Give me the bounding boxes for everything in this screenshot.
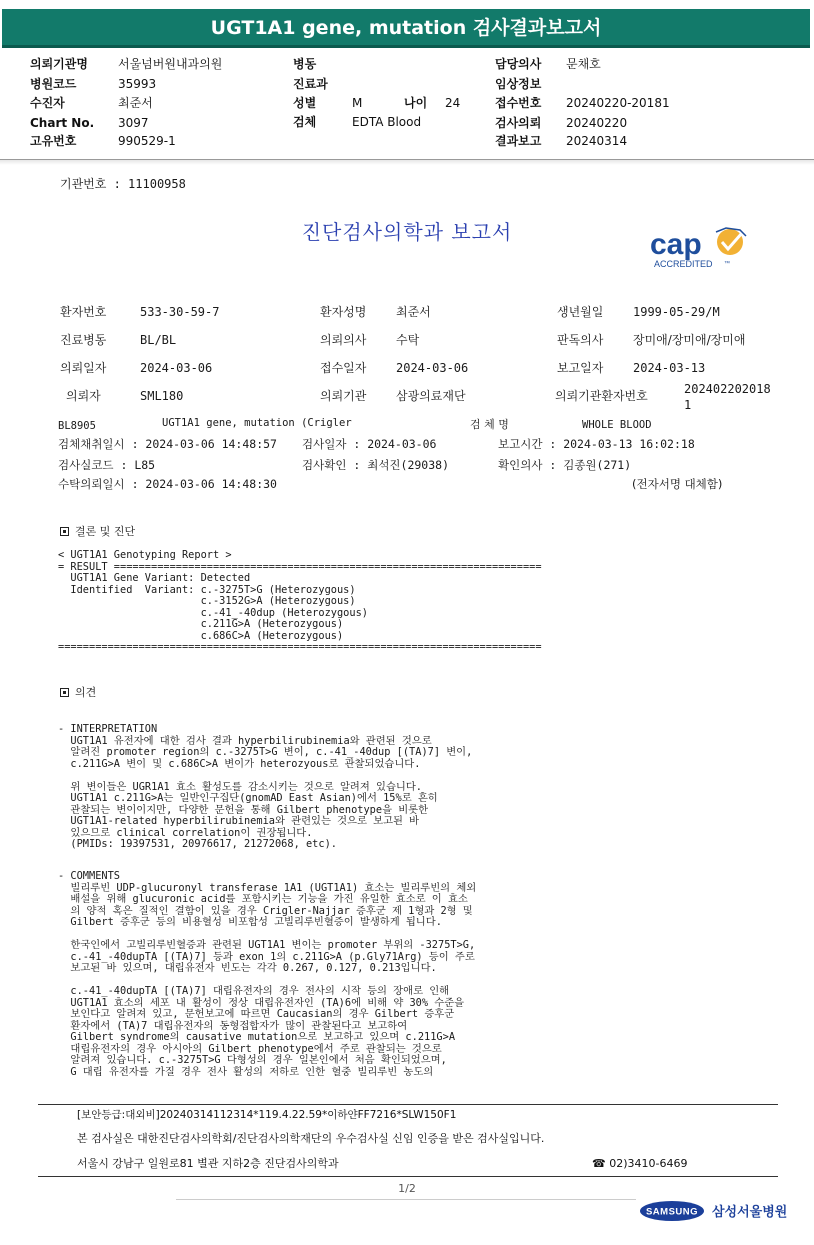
section-bullet-icon [60,527,69,536]
doctor-value: 문채호 [566,57,601,71]
grid-1-4: 판독의사 [557,333,604,347]
samsung-brand: SAMSUNG [645,1206,699,1218]
ward-label: 병동 [293,57,317,71]
report-title: UGT1A1 gene, mutation 검사결과보고서 [2,9,810,48]
age-label: 나이 [404,96,428,110]
grid-0-4: 생년월일 [557,305,604,319]
specimen-label: 검체 [293,115,317,129]
hospital-code-value: 35993 [118,77,157,91]
certification-line: 본 검사실은 대한진단검사의학회/진단검사의학재단의 우수검사실 신임 인증을 받은 검사실입니다. [77,1132,545,1145]
grid-0-2: 환자성명 [320,305,367,319]
result-block: < UGT1A1 Genotyping Report > = RESULT ===================================================================== UGT1A1 Gene Variant: Detected Identified Variant: c.-3275T>G (Heterozygous) c.-3152G>A (Heterozygous) c.-41_-40dup (Heterozygous) c.211G>A (Heterozygous) c.686C>A (Heterozygous) ============================================================================== [58,549,542,653]
grid-3-0: 의뢰자 [66,389,101,403]
sex-label: 성별 [293,96,317,110]
patient-value: 최준서 [118,96,153,110]
receipt-no-value: 20240220-20181 [566,96,670,110]
cap-accredited-text: ACCREDITED [654,259,713,269]
interpretation-block: - INTERPRETATION UGT1A1 유전자에 대한 검사 결과 hyperbilirubinemia와 관련된 것으로 알려진 promoter region의 c.-3275T>G 변이, c.-41_-40dup [(TA)7] 변이, c.211G>A 변이 및 c.686C>A 변이가 heterozyous로 관찰되었습니다. 위 변이들은 UGR1A1 효소 활성도를 감소시키는 것으로 알려져 있습니다. UGT1A1 c.211G>A는 일반인구집단(gnomAD East Asian)에서 15%로 흔히 관찰되는 변이이지만, 다양한 문헌을 통해 Gilbert phenotype을 비롯한 UGT1A1-related hyperbilirubinemia와 관련있는 것으로 보고된 바 있으므로 clinical correlation이 권장됩니다. (PMIDs: 19397531, 20976617, 21272068, etc). [58,723,473,850]
grid-2-0: 의뢰일자 [60,361,107,375]
exam-date: 검사일자 : 2024-03-06 [302,437,437,451]
hospital-name-value: 서울넘버원내과의원 [118,57,223,71]
specimen-name-value: WHOLE BLOOD [582,419,652,431]
hospital-code-label: 병원코드 [30,77,77,91]
grid-1-5: 장미애/장미애/장미애 [633,333,746,347]
document-title: 진단검사의학과 보고서 [301,220,513,244]
header-divider [0,159,814,165]
grid-3-5: 202402202018 [684,382,771,396]
grid-1-3: 수탁 [396,333,420,347]
org-number: 기관번호 : 11100958 [60,177,186,191]
lab-code: 검사실코드 : L85 [58,458,156,472]
grid-2-2: 접수일자 [320,361,367,375]
age-value: 24 [445,96,461,110]
grid-0-5: 1999-05-29/M [633,305,720,319]
doctor-label: 담당의사 [495,57,542,71]
chart-no-value: 3097 [118,116,149,130]
confirm-doctor: 확인의사 : 김종원(271) [498,458,632,472]
grid-0-0: 환자번호 [60,305,107,319]
section-conclusion [60,525,135,539]
address-line: 서울시 강남구 일원로81 별관 지하2층 진단검사의학과 [77,1157,339,1170]
section-opinion-label: 의견 [75,686,97,699]
grid-2-4: 보고일자 [557,361,604,375]
footer-divider-bottom [38,1176,778,1177]
grid-2-1: 2024-03-06 [140,361,213,375]
section-opinion [60,686,96,700]
comments-block: - COMMENTS 빌리루빈 UDP-glucuronyl transferase 1A1 (UGT1A1) 효소는 빌리루빈의 체외 배설을 위해 glucuronic acid를 포함시키는 기능을 가진 유일한 효소로 이 효소 의 양적 혹은 질적인 결함이 있을 경우 Crigler-Najjar 증후군 제 1형과 2형 및 Gilbert 증후군 등의 비용혈성 비포합성 고빌리루빈혈증이 발생하게 됩니다. 한국인에서 고빌리루빈혈증과 관련된 UGT1A1 변이는 promoter 부위의 -3275T>G, c.-41_-40dupTA [(TA)7] 등과 exon 1의 c.211G>A (p.Gly71Arg) 등이 주로 보고된 바 있으며, 대립유전자 빈도는 각각 0.267, 0.127, 0.213입니다. c.-41_-40dupTA [(TA)7] 대립유전자의 경우 전사의 시작 등의 장애로 인해 UGT1A1 효소의 세포 내 활성이 정상 대립유전자인 (TA)6에 비해 약 30% 수준을 보인다고 알려져 있고, 문헌보고에 따르면 Caucasian의 경우 Gilbert 증후군 환자에서 (TA)7 대립유전자의 동형접합자가 많이 관찰된다고 보고하여 Gilbert syndrome의 causative mutation으로 보고하고 있으며 c.211G>A 대립유전자의 경우 아시아의 Gilbert phenotype에서 주로 관찰되는 것으로 알려져 있습니다. c.-3275T>G 다형성의 경우 일본인에서 처음 확인되었으며, G 대립 유전자를 가질 경우 전사 활성의 저하로 인한 혈중 빌리루빈 농도의 [58,870,477,1078]
grid-3-5-wrap: 1 [684,398,692,412]
unique-no-value: 990529-1 [118,134,176,148]
unique-no-label: 고유번호 [30,134,77,148]
grid-3-1: SML180 [140,389,184,403]
section-conclusion-label: 결론 및 진단 [75,525,136,538]
test-name: UGT1A1 gene, mutation (Crigler [162,417,352,429]
samsung-hospital-logo [640,1199,790,1223]
grid-3-3: 삼광의료재단 [396,389,466,403]
receipt-no-label: 접수번호 [495,96,542,110]
grid-1-2: 의뢰의사 [320,333,367,347]
hospital-name-label: 의뢰기관명 [30,57,88,71]
hospital-name: 삼성서울병원 [712,1205,788,1220]
grid-2-3: 2024-03-06 [396,361,469,375]
received-datetime: 수탁의뢰일시 : 2024-03-06 14:48:30 [58,477,277,491]
collect-datetime: 검체채취일시 : 2024-03-06 14:48:57 [58,437,277,451]
security-line: [보안등급:대외비]20240314112314*119.4.22.59*이하얀FF7216*SLW150F1 [77,1109,457,1121]
result-date-value: 20240314 [566,134,628,148]
request-date-value: 20240220 [566,116,628,130]
grid-0-1: 533-30-59-7 [140,305,220,319]
section-bullet-icon [60,688,69,697]
chart-no-label: Chart No. [30,116,95,130]
patient-label: 수진자 [30,96,65,110]
report-time: 보고시간 : 2024-03-13 16:02:18 [498,437,695,451]
grid-1-1: BL/BL [140,333,177,347]
department-label: 진료과 [293,77,328,91]
svg-text:™: ™ [724,261,730,267]
result-date-label: 결과보고 [495,134,542,148]
specimen-name-label: 검 체 명 [470,418,509,431]
grid-0-3: 최준서 [396,305,431,319]
cap-accredited-logo [646,224,756,270]
grid-3-4: 의뢰기관환자번호 [555,389,648,403]
clinical-info-label: 임상정보 [495,77,542,91]
test-code: BL8905 [58,420,96,432]
footer-divider [38,1104,778,1105]
cap-brand: cap [650,228,702,261]
exam-confirm: 검사확인 : 최석진(29038) [302,458,449,472]
specimen-value: EDTA Blood [352,115,422,129]
page-number: 1/2 [398,1182,416,1195]
request-date-label: 검사의뢰 [495,116,542,130]
grid-2-5: 2024-03-13 [633,361,706,375]
sex-value: M [352,96,363,110]
page-separator [176,1199,636,1200]
phone-line: ☎ 02)3410-6469 [592,1157,688,1170]
grid-3-2: 의뢰기관 [320,389,367,403]
esign-note: (전자서명 대체함) [632,477,723,491]
grid-1-0: 진료병동 [60,333,107,347]
